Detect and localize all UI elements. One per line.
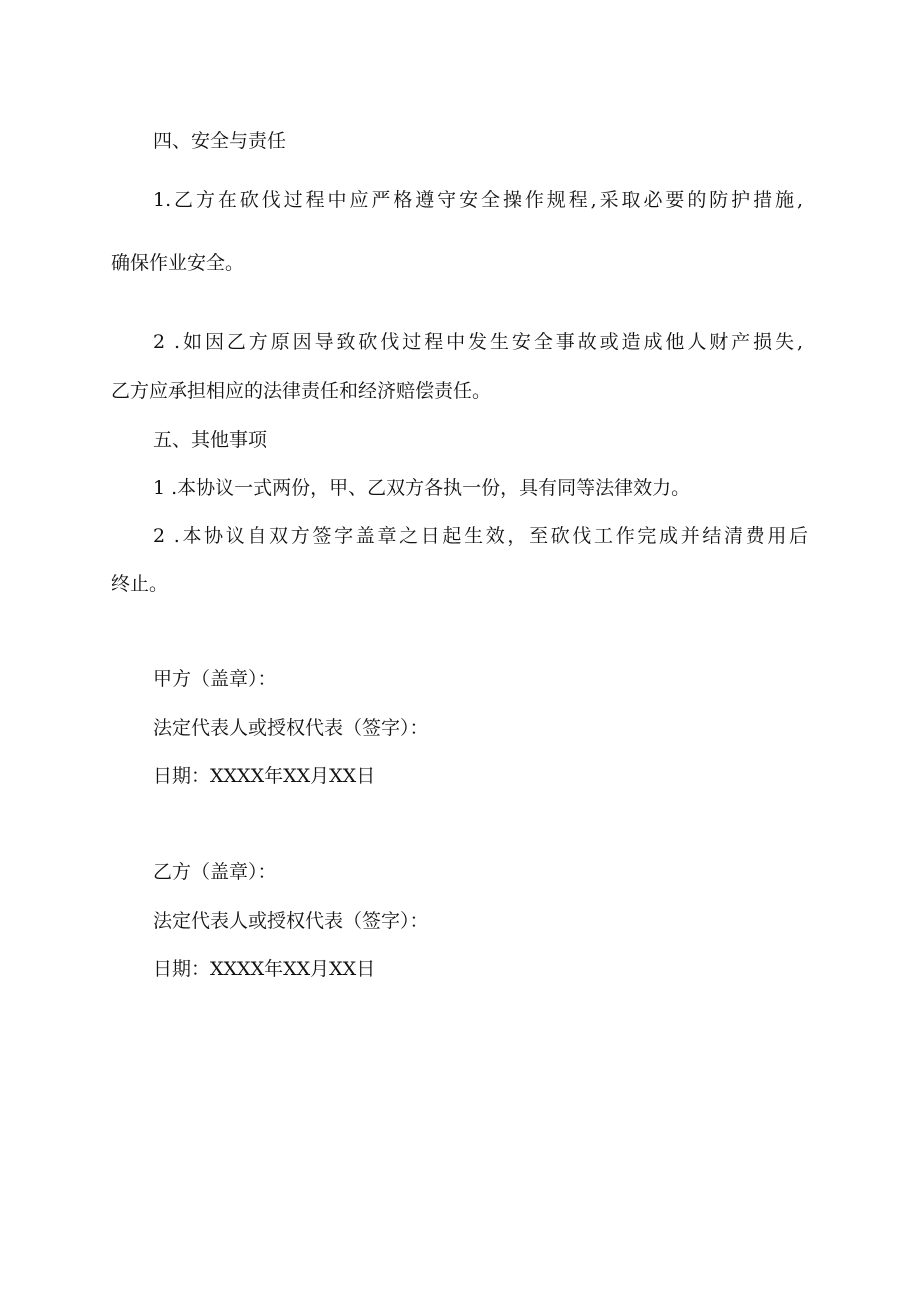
party-b-representative: 法定代表人或授权代表（签字）： [153,910,429,932]
clause-5-2-line2: 终止。 [111,573,169,595]
party-b-date: 日期：XXXX年XX月XX日 [153,958,376,980]
party-a-date: 日期：XXXX年XX月XX日 [153,765,376,787]
section-heading-safety: 四、安全与责任 [153,130,287,152]
clause-4-1-line2: 确保作业安全。 [111,252,245,274]
party-b-seal: 乙方（盖章）： [153,861,277,883]
clause-4-1-line1: 1.乙方在砍伐过程中应严格遵守安全操作规程,采取必要的防护措施, [153,189,803,211]
party-a-seal: 甲方（盖章）： [153,668,277,690]
clause-4-2-line1: 2 .如因乙方原因导致砍伐过程中发生安全事故或造成他人财产损失, [153,331,803,353]
party-a-representative: 法定代表人或授权代表（签字）： [153,717,429,739]
clause-4-2-line2: 乙方应承担相应的法律责任和经济赔偿责任。 [111,380,492,402]
clause-5-1: 1 .本协议一式两份，甲、乙双方各执一份，具有同等法律效力。 [153,477,691,499]
section-heading-other: 五、其他事项 [153,429,268,451]
clause-5-2-line1: 2 .本协议自双方签字盖章之日起生效，至砍伐工作完成并结清费用后 [153,525,808,547]
